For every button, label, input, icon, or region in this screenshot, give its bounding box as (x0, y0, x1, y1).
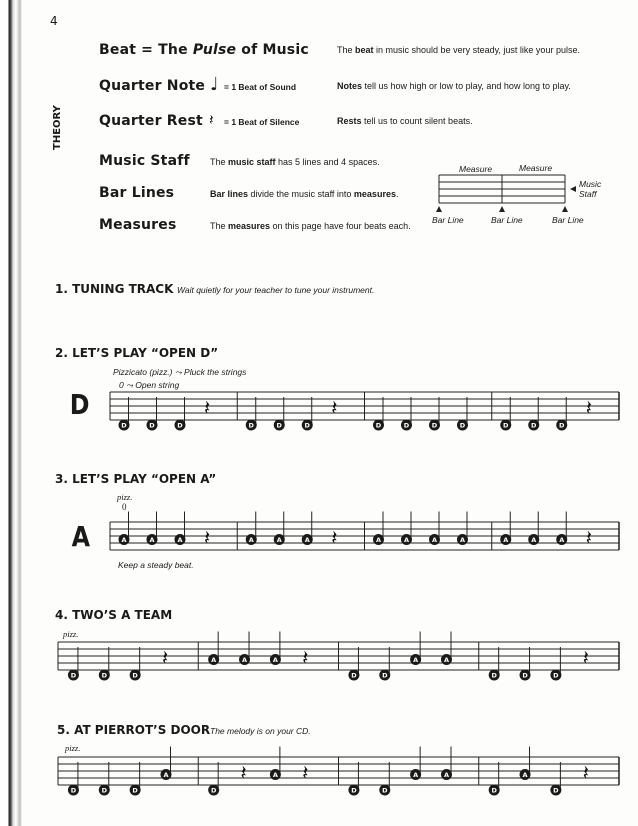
note-letter: D (121, 421, 127, 430)
desc-quarter-note: Notes tell us how high or low to play, and how long to play. (337, 81, 571, 91)
note-letter: A (149, 536, 155, 544)
note-letter: D (276, 421, 282, 430)
note-letter: A (211, 656, 217, 664)
exercise-5-title: 5. AT PIERROT’S DOOR (57, 723, 211, 737)
note-letter: D (149, 421, 155, 430)
exercise-4-title: 4. TWO’S A TEAM (55, 608, 173, 622)
quarter-note-equals: = 1 Beat of Sound (224, 82, 297, 92)
note-letter: D (531, 421, 537, 430)
term-quarter-rest: Quarter Rest (99, 113, 203, 129)
exercise-3-footer: Keep a steady beat. (118, 560, 194, 570)
term-bar-lines: Bar Lines (99, 185, 175, 201)
note-letter: D (503, 421, 509, 430)
note-letter: D (382, 671, 388, 680)
note-letter: A (559, 536, 565, 544)
diagram-music-label: Music (579, 179, 602, 189)
note-letter: A (304, 536, 310, 544)
quarter-rest: 𝄽 (331, 525, 338, 550)
note-letter: D (70, 671, 77, 680)
exercise-2-title: 2. LET’S PLAY “OPEN D” (55, 346, 219, 360)
note-letter: A (242, 656, 248, 664)
desc-beat: The beat in music should be very steady, just like your pulse. (337, 45, 580, 55)
quarter-rest: 𝄽 (582, 760, 589, 785)
quarter-rest: 𝄽 (582, 645, 589, 670)
note-letter: A (272, 771, 278, 779)
term-quarter-note: Quarter Note (99, 78, 206, 94)
term-music-staff: Music Staff (99, 153, 190, 169)
exercise-3-open-string: 0 (122, 502, 127, 512)
quarter-rest: 𝄽 (203, 525, 211, 550)
note-letter: A (403, 536, 410, 544)
note-letter: A (272, 656, 278, 664)
note-letter: A (121, 536, 127, 544)
note-letter: A (443, 771, 450, 779)
exercise-1-note: Wait quietly for your teacher to tune your instrument. (177, 285, 375, 295)
diagram-bar-line-label-2: Bar Line (491, 215, 523, 225)
note-letter: D (177, 421, 183, 430)
quarter-rest: 𝄽 (302, 645, 309, 670)
quarter-rest: 𝄽 (585, 395, 592, 420)
note-letter: A (522, 771, 528, 779)
quarter-rest: 𝄽 (161, 645, 169, 670)
note-letter: D (459, 421, 466, 430)
section-label: THEORY (52, 105, 63, 150)
note-letter: A (413, 771, 419, 779)
note-letter: D (304, 421, 310, 430)
note-letter: D (382, 786, 388, 795)
note-letter: D (431, 421, 438, 430)
note-letter: D (553, 786, 559, 795)
note-letter: D (101, 671, 107, 680)
exercise-1-title: 1. TUNING TRACK (55, 282, 174, 296)
desc-bar-lines: Bar lines divide the music staff into measures. (210, 189, 399, 199)
diagram-staff-label: Staff (579, 189, 597, 199)
note-letter: D (403, 421, 410, 430)
note-letter: A (163, 771, 169, 779)
note-letter: D (101, 786, 107, 795)
note-letter: A (248, 536, 254, 544)
note-letter: D (248, 421, 254, 430)
exercise-2-pizz: Pizzicato (pizz.) ⤳ Pluck the strings (113, 367, 247, 377)
diagram-measure-label-2: Measure (519, 163, 553, 173)
term-beat: Beat = The Pulse of Music (99, 42, 309, 58)
note-letter: A (459, 536, 465, 544)
note-letter: D (375, 421, 382, 430)
note-letter: D (132, 671, 138, 680)
note-letter: A (413, 656, 419, 664)
exercise-3-title: 3. LET’S PLAY “OPEN A” (55, 472, 217, 486)
note-letter: D (351, 671, 357, 680)
quarter-rest: 𝄽 (331, 395, 338, 420)
note-letter: D (351, 786, 357, 795)
exercise-5-pizz: pizz. (65, 743, 81, 753)
exercise-3-big-letter: A (71, 520, 91, 553)
diagram-bar-line-label-1: Bar Line (432, 215, 464, 225)
diagram-measure-label-1: Measure (459, 164, 493, 174)
note-letter: D (70, 786, 77, 795)
note-letter: D (491, 786, 497, 795)
desc-quarter-rest: Rests tell us to count silent beats. (337, 116, 473, 126)
quarter-rest: 𝄽 (585, 525, 592, 550)
quarter-rest-equals: = 1 Beat of Silence (224, 117, 300, 127)
note-letter: A (276, 536, 282, 544)
note-letter: A (177, 536, 183, 544)
note-letter: D (553, 671, 559, 680)
quarter-rest-icon: 𝄽 (209, 111, 214, 129)
diagram-bar-line-label-3: Bar Line (552, 215, 584, 225)
note-letter: D (491, 671, 497, 680)
note-letter: A (531, 536, 537, 544)
note-letter: A (443, 656, 450, 664)
quarter-rest: 𝄽 (240, 760, 247, 785)
exercise-2-big-letter: D (69, 388, 90, 421)
term-measures: Measures (99, 217, 177, 233)
desc-music-staff: The music staff has 5 lines and 4 spaces. (210, 157, 380, 167)
exercise-5-note: The melody is on your CD. (210, 726, 311, 736)
note-letter: D (132, 786, 138, 795)
desc-measures: The measures on this page have four beats each. (210, 221, 411, 231)
note-letter: A (431, 536, 438, 544)
note-letter: D (522, 671, 528, 680)
note-letter: A (503, 536, 509, 544)
page-number: 4 (50, 14, 58, 28)
exercise-4-pizz: pizz. (63, 629, 79, 639)
quarter-rest: 𝄽 (203, 395, 211, 420)
note-letter: D (559, 421, 565, 430)
note-letter: A (375, 536, 382, 544)
exercise-3-pizz: pizz. (117, 492, 133, 502)
quarter-rest: 𝄽 (302, 760, 309, 785)
quarter-note-icon: ♩ (210, 74, 219, 95)
note-letter: D (210, 786, 217, 795)
exercise-2-open-string: 0 ⤳ Open string (119, 380, 180, 390)
